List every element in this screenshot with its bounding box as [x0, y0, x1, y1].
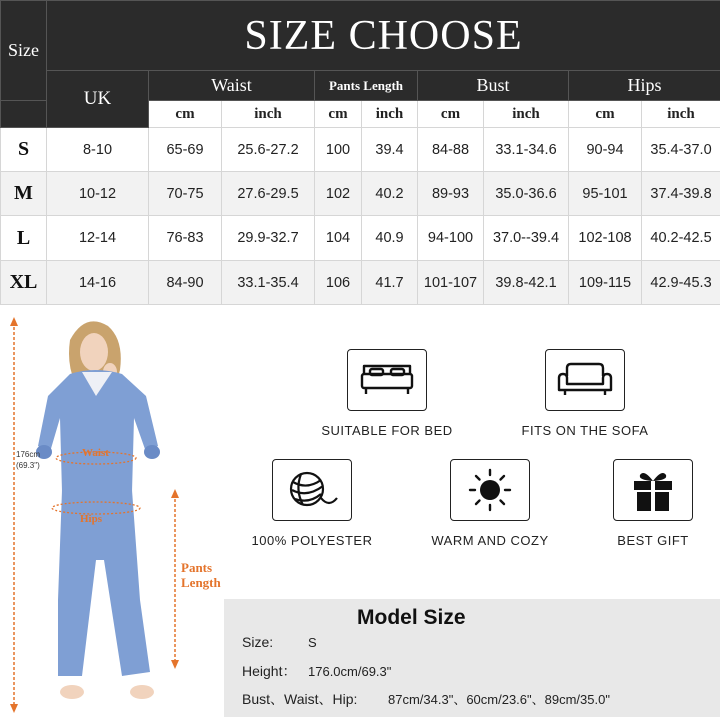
bust-inch: 35.0-36.6 [484, 172, 569, 216]
size-chart-table [0, 0, 720, 305]
bust-cm-header: cm [418, 101, 484, 128]
feature-label: 100% POLYESTER [251, 533, 373, 548]
waist-cm: 76-83 [149, 216, 222, 261]
waist-cm-header: cm [149, 101, 222, 128]
size-label: M [1, 172, 47, 216]
waist-inch: 33.1-35.4 [222, 261, 315, 305]
hips-inch: 35.4-37.0 [642, 128, 720, 172]
model-size-title: Model Size [357, 606, 466, 629]
hips-inch: 40.2-42.5 [642, 216, 720, 261]
pants-cm: 106 [315, 261, 362, 305]
hips-cm: 90-94 [569, 128, 642, 172]
feature-label: FITS ON THE SOFA [521, 423, 649, 438]
pants-inch-header: inch [362, 101, 418, 128]
feature-polyester [232, 459, 392, 548]
sofa-icon [545, 349, 625, 411]
feature-sofa [505, 349, 665, 438]
hips-measure-label: Hips [80, 513, 103, 525]
waist-inch: 25.6-27.2 [222, 128, 315, 172]
pants-length-label [181, 560, 221, 590]
model-face [80, 333, 108, 371]
waist-cm: 84-90 [149, 261, 222, 305]
bust-cm: 94-100 [418, 216, 484, 261]
feature-label: WARM AND COZY [431, 533, 549, 548]
table-row [1, 261, 720, 305]
hips-inch: 42.9-45.3 [642, 261, 720, 305]
pants-label-line2: Length [181, 575, 221, 590]
bust-inch: 39.8-42.1 [484, 261, 569, 305]
waist-cm: 65-69 [149, 128, 222, 172]
model-height-label-text: Height： [242, 663, 297, 679]
uk-header: UK [47, 71, 149, 128]
model-pants [58, 490, 150, 676]
bust-inch: 37.0--39.4 [484, 216, 569, 261]
pants-inch: 41.7 [362, 261, 418, 305]
model-measurements-row [242, 689, 610, 709]
bust-cm: 101-107 [418, 261, 484, 305]
size-header-spacer [1, 101, 47, 128]
waist-header: Waist [149, 71, 315, 101]
waist-measure-label: Waist [82, 447, 109, 459]
height-arrow [10, 317, 18, 713]
table-row [1, 216, 720, 261]
model-height-value: 176.0cm/69.3" [308, 664, 392, 679]
uk-size: 8-10 [47, 128, 149, 172]
model-figure [0, 312, 240, 717]
waist-inch: 29.9-32.7 [222, 216, 315, 261]
pants-label-line1: Pants [181, 560, 213, 575]
feature-warm [410, 459, 570, 548]
feature-gift [573, 459, 720, 548]
pants-inch: 39.4 [362, 128, 418, 172]
pants-inch: 40.2 [362, 172, 418, 216]
bust-inch: 33.1-34.6 [484, 128, 569, 172]
bed-icon [347, 349, 427, 411]
pants-inch: 40.9 [362, 216, 418, 261]
table-row [1, 172, 720, 216]
pants-length-header: Pants Length [315, 71, 418, 101]
feature-label: BEST GIFT [617, 533, 689, 548]
pants-cm-header: cm [315, 101, 362, 128]
hips-inch: 37.4-39.8 [642, 172, 720, 216]
feature-bed [307, 349, 467, 438]
waist-cm: 70-75 [149, 172, 222, 216]
bust-header: Bust [418, 71, 569, 101]
hips-cm: 109-115 [569, 261, 642, 305]
hips-cm: 102-108 [569, 216, 642, 261]
uk-size: 12-14 [47, 216, 149, 261]
feature-label: SUITABLE FOR BED [321, 423, 453, 438]
yarn-ball-icon [272, 459, 352, 521]
model-measurements-label: Bust、Waist、Hip: [242, 691, 358, 707]
model-size-label: Size: [242, 634, 274, 650]
waist-inch: 27.6-29.5 [222, 172, 315, 216]
waist-inch-header: inch [222, 101, 315, 128]
hips-inch-header: inch [642, 101, 720, 128]
pants-cm: 104 [315, 216, 362, 261]
model-size-row [242, 634, 317, 650]
model-measurements-value: 87cm/34.3"、60cm/23.6"、89cm/35.0" [388, 692, 610, 707]
model-height-row [242, 661, 391, 681]
uk-size: 10-12 [47, 172, 149, 216]
pants-length-arrow [171, 489, 179, 669]
model-height-in: (69.3") [16, 461, 40, 470]
model-height-label [16, 449, 40, 471]
size-label: S [1, 128, 47, 172]
size-label: L [1, 216, 47, 261]
model-height-cm: 176cm [16, 450, 41, 459]
chart-title: SIZE CHOOSE [47, 1, 720, 71]
pants-cm: 100 [315, 128, 362, 172]
sun-icon [450, 459, 530, 521]
size-column-header: Size [1, 1, 47, 101]
hips-cm-header: cm [569, 101, 642, 128]
gift-icon [613, 459, 693, 521]
uk-size: 14-16 [47, 261, 149, 305]
hips-header: Hips [569, 71, 720, 101]
pants-cm: 102 [315, 172, 362, 216]
hips-cm: 95-101 [569, 172, 642, 216]
size-label: XL [1, 261, 47, 305]
bust-cm: 84-88 [418, 128, 484, 172]
bust-inch-header: inch [484, 101, 569, 128]
bust-cm: 89-93 [418, 172, 484, 216]
model-size-panel [224, 599, 720, 717]
model-size-value: S [308, 635, 317, 650]
table-row [1, 128, 720, 172]
